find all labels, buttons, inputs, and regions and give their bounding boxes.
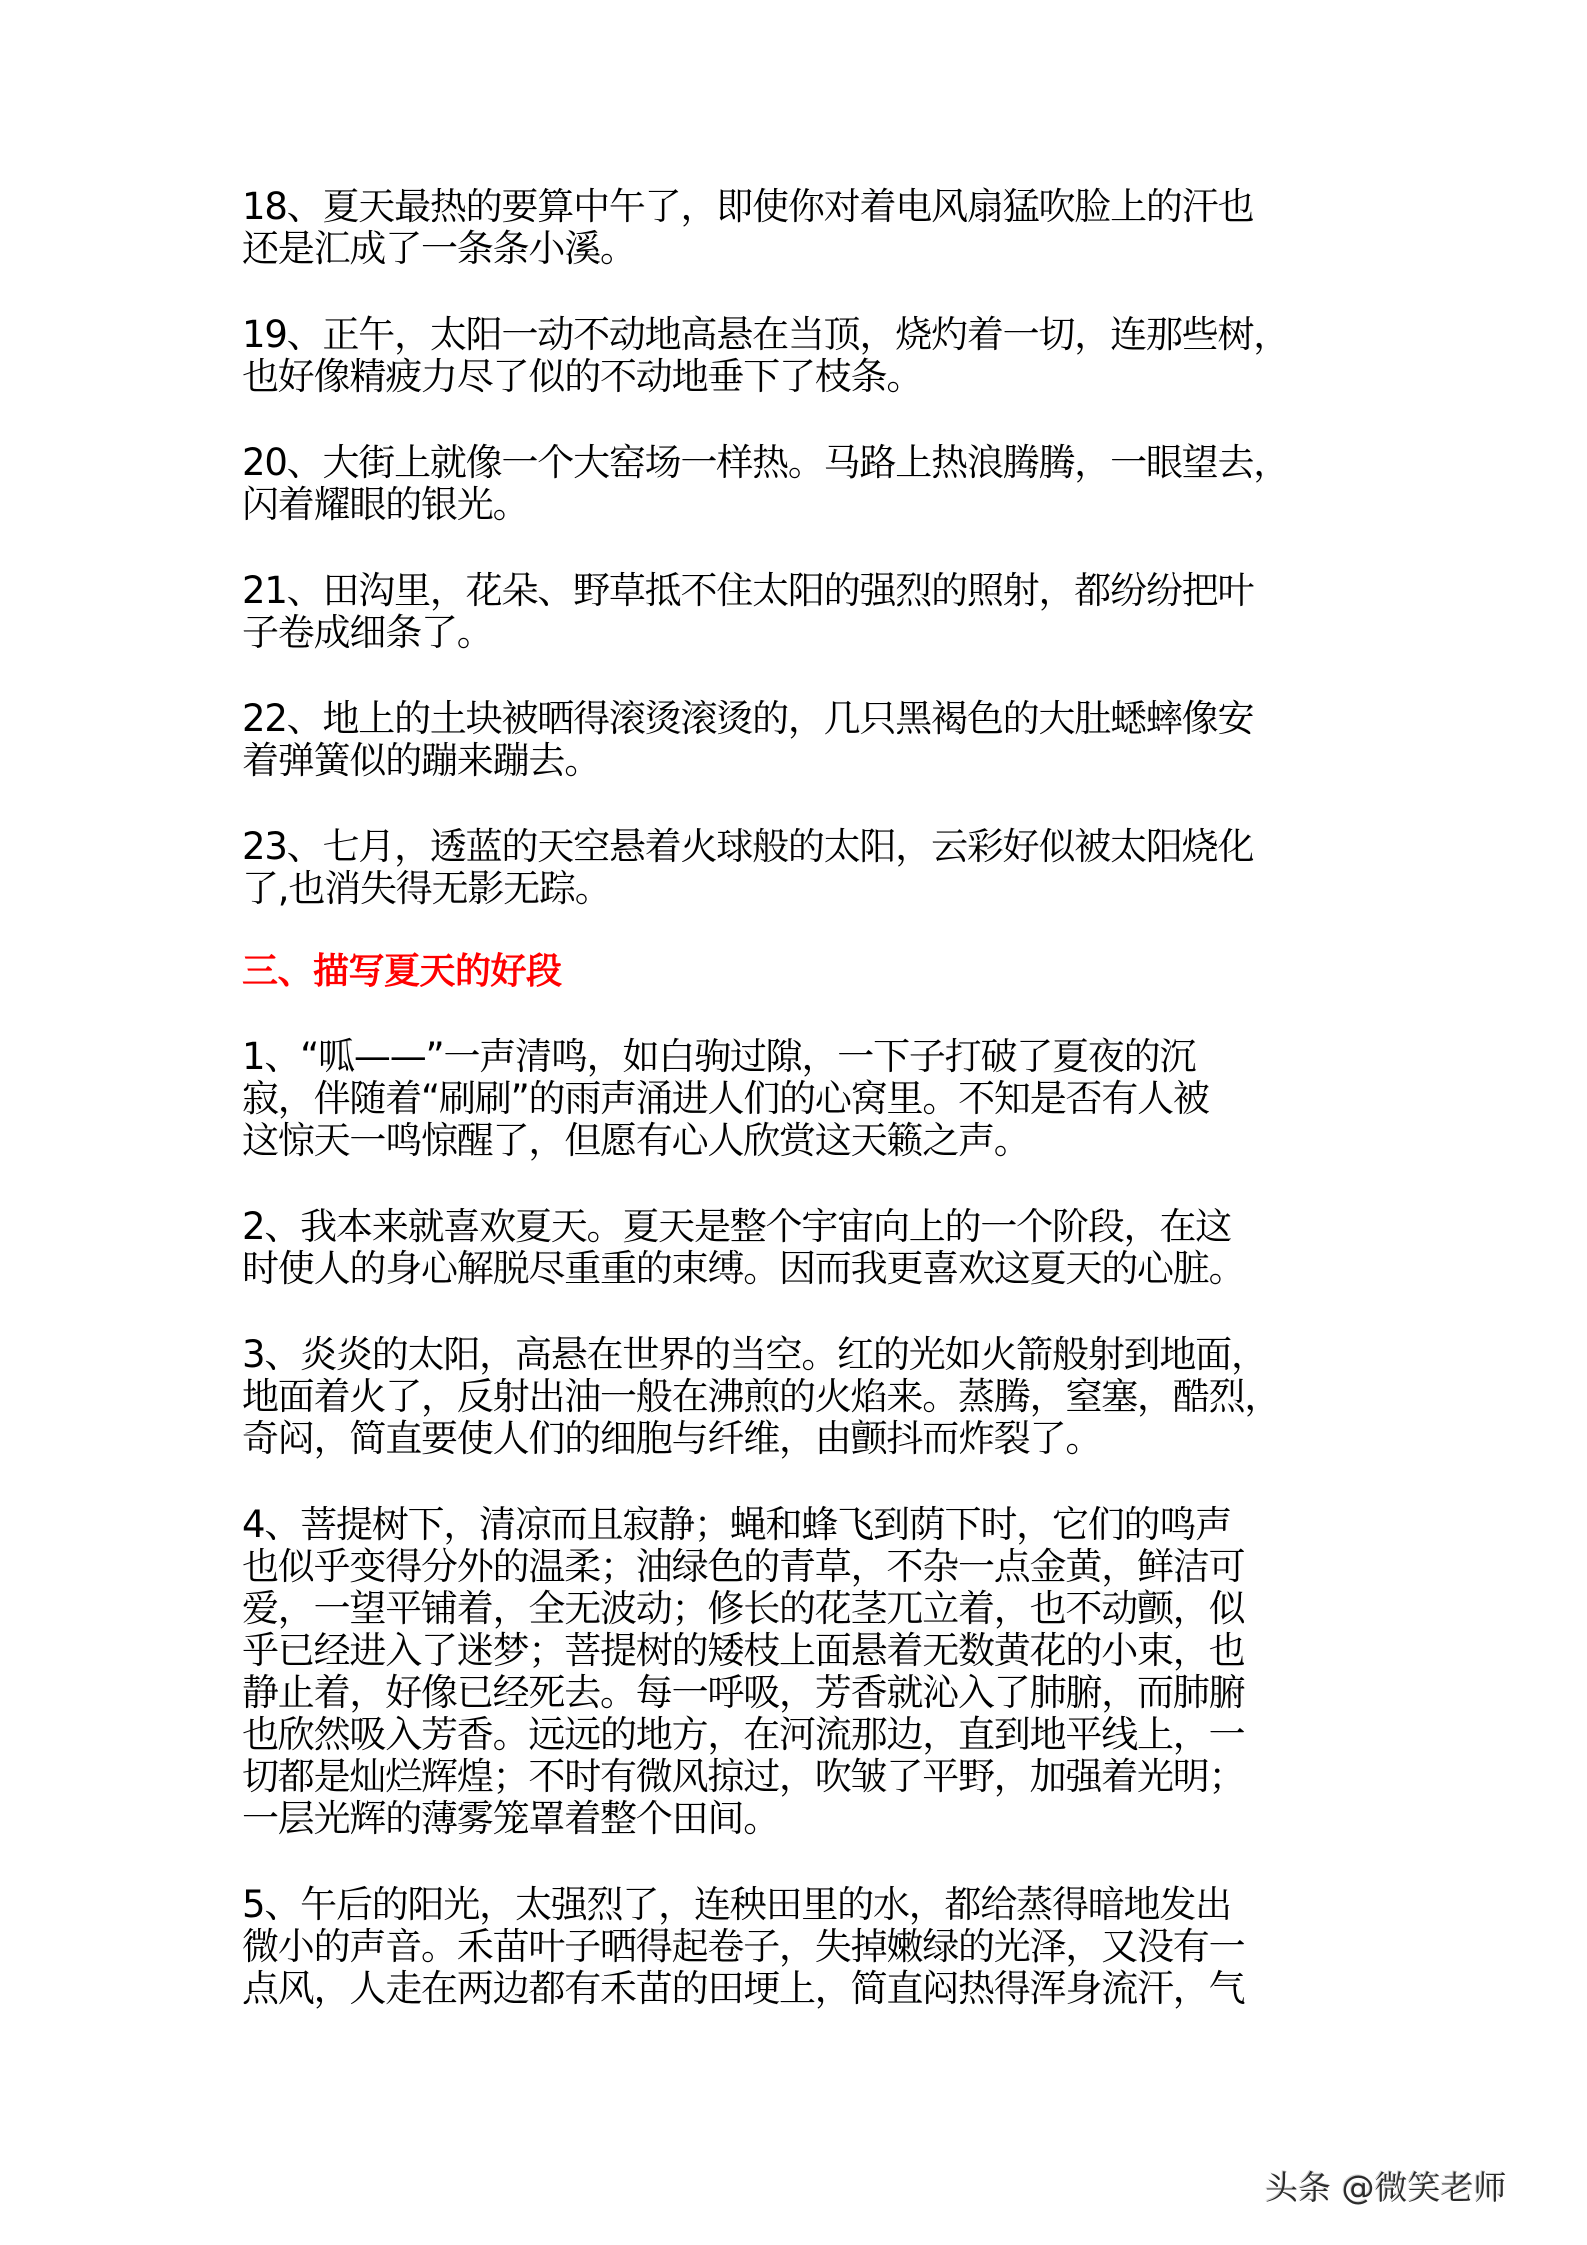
watermark: 头条 @微笑老师 xyxy=(1265,2168,1507,2207)
passage-3 xyxy=(242,1334,1352,1460)
paragraph-line: 2、我本来就喜欢夏天。夏天是整个宇宙向上的一个阶段，在这 xyxy=(242,1205,1231,1248)
paragraph-line: 1、“呱——”一声清鸣，如白驹过隙，一下子打破了夏夜的沉 xyxy=(242,1035,1196,1078)
paragraph-line: 乎已经进入了迷梦；菩提树的矮枝上面悬着无数黄花的小束，也 xyxy=(242,1629,1245,1672)
paragraph-23 xyxy=(242,826,1352,910)
section-heading: 三、描写夏天的好段 xyxy=(242,951,562,992)
paragraph-line: 静止着，好像已经死去。每一呼吸，芳香就沁入了肺腑，而肺腑 xyxy=(242,1671,1245,1714)
passage-4 xyxy=(242,1504,1352,1840)
paragraph-18 xyxy=(242,186,1352,270)
paragraph-line: 微小的声音。禾苗叶子晒得起卷子，失掉嫩绿的光泽，又没有一 xyxy=(242,1925,1245,1968)
paragraph-line: 20、大街上就像一个大窑场一样热。马路上热浪腾腾，一眼望去， xyxy=(242,441,1290,484)
paragraph-line: 爱，一望平铺着，全无波动；修长的花茎兀立着，也不动颤，似 xyxy=(242,1587,1245,1630)
paragraph-19 xyxy=(242,314,1352,398)
paragraph-line: 一层光辉的薄雾笼罩着整个田间。 xyxy=(242,1797,779,1840)
paragraph-line: 这惊天一鸣惊醒了，但愿有心人欣赏这天籁之声。 xyxy=(242,1119,1030,1162)
paragraph-line: 也好像精疲力尽了似的不动地垂下了枝条。 xyxy=(242,355,923,398)
paragraph-22 xyxy=(242,698,1352,782)
document-page xyxy=(242,186,1352,2054)
paragraph-line: 闪着耀眼的银光。 xyxy=(242,483,529,526)
paragraph-line: 也似乎变得分外的温柔；油绿色的青草，不杂一点金黄，鲜洁可 xyxy=(242,1545,1245,1588)
passage-2 xyxy=(242,1206,1352,1290)
paragraph-line: 23、七月，透蓝的天空悬着火球般的太阳，云彩好似被太阳烧化 xyxy=(242,825,1254,868)
paragraph-line: 寂，伴随着“刷刷”的雨声涌进人们的心窝里。不知是否有人被 xyxy=(242,1077,1209,1120)
paragraph-line: 切都是灿烂辉煌；不时有微风掠过，吹皱了平野，加强着光明； xyxy=(242,1755,1245,1798)
paragraph-line: 地面着火了，反射出油一般在沸煎的火焰来。蒸腾，窒塞，酷烈， xyxy=(242,1375,1281,1418)
passage-5 xyxy=(242,1884,1352,2010)
paragraph-line: 4、菩提树下，清凉而且寂静；蝇和蜂飞到荫下时，它们的鸣声 xyxy=(242,1503,1231,1546)
paragraph-line: 子卷成细条了。 xyxy=(242,611,493,654)
paragraph-line: 18、夏天最热的要算中午了，即使你对着电风扇猛吹脸上的汗也 xyxy=(242,185,1254,228)
paragraph-line: 奇闷，简直要使人们的细胞与纤维，由颤抖而炸裂了。 xyxy=(242,1417,1102,1460)
paragraph-line: 5、午后的阳光，太强烈了，连秧田里的水，都给蒸得暗地发出 xyxy=(242,1883,1231,1926)
paragraph-line: 着弹簧似的蹦来蹦去。 xyxy=(242,739,600,782)
paragraph-line: 19、正午，太阳一动不动地高悬在当顶，烧灼着一切，连那些树， xyxy=(242,313,1290,356)
paragraph-20 xyxy=(242,442,1352,526)
paragraph-line: 也欣然吸入芳香。远远的地方，在河流那边，直到地平线上，一 xyxy=(242,1713,1245,1756)
passage-1 xyxy=(242,1036,1352,1162)
paragraph-line: 点风，人走在两边都有禾苗的田埂上，简直闷热得浑身流汗，气 xyxy=(242,1967,1245,2010)
paragraph-21 xyxy=(242,570,1352,654)
paragraph-line: 时使人的身心解脱尽重重的束缚。因而我更喜欢这夏天的心脏。 xyxy=(242,1247,1245,1290)
paragraph-line: 了,也消失得无影无踪。 xyxy=(242,867,611,910)
paragraph-line: 21、田沟里，花朵、野草抵不住太阳的强烈的照射，都纷纷把叶 xyxy=(242,569,1254,612)
paragraph-line: 3、炎炎的太阳，高悬在世界的当空。红的光如火箭般射到地面， xyxy=(242,1333,1267,1376)
paragraph-line: 22、地上的土块被晒得滚烫滚烫的，几只黑褐色的大肚蟋蟀像安 xyxy=(242,697,1254,740)
paragraph-line: 还是汇成了一条条小溪。 xyxy=(242,227,636,270)
